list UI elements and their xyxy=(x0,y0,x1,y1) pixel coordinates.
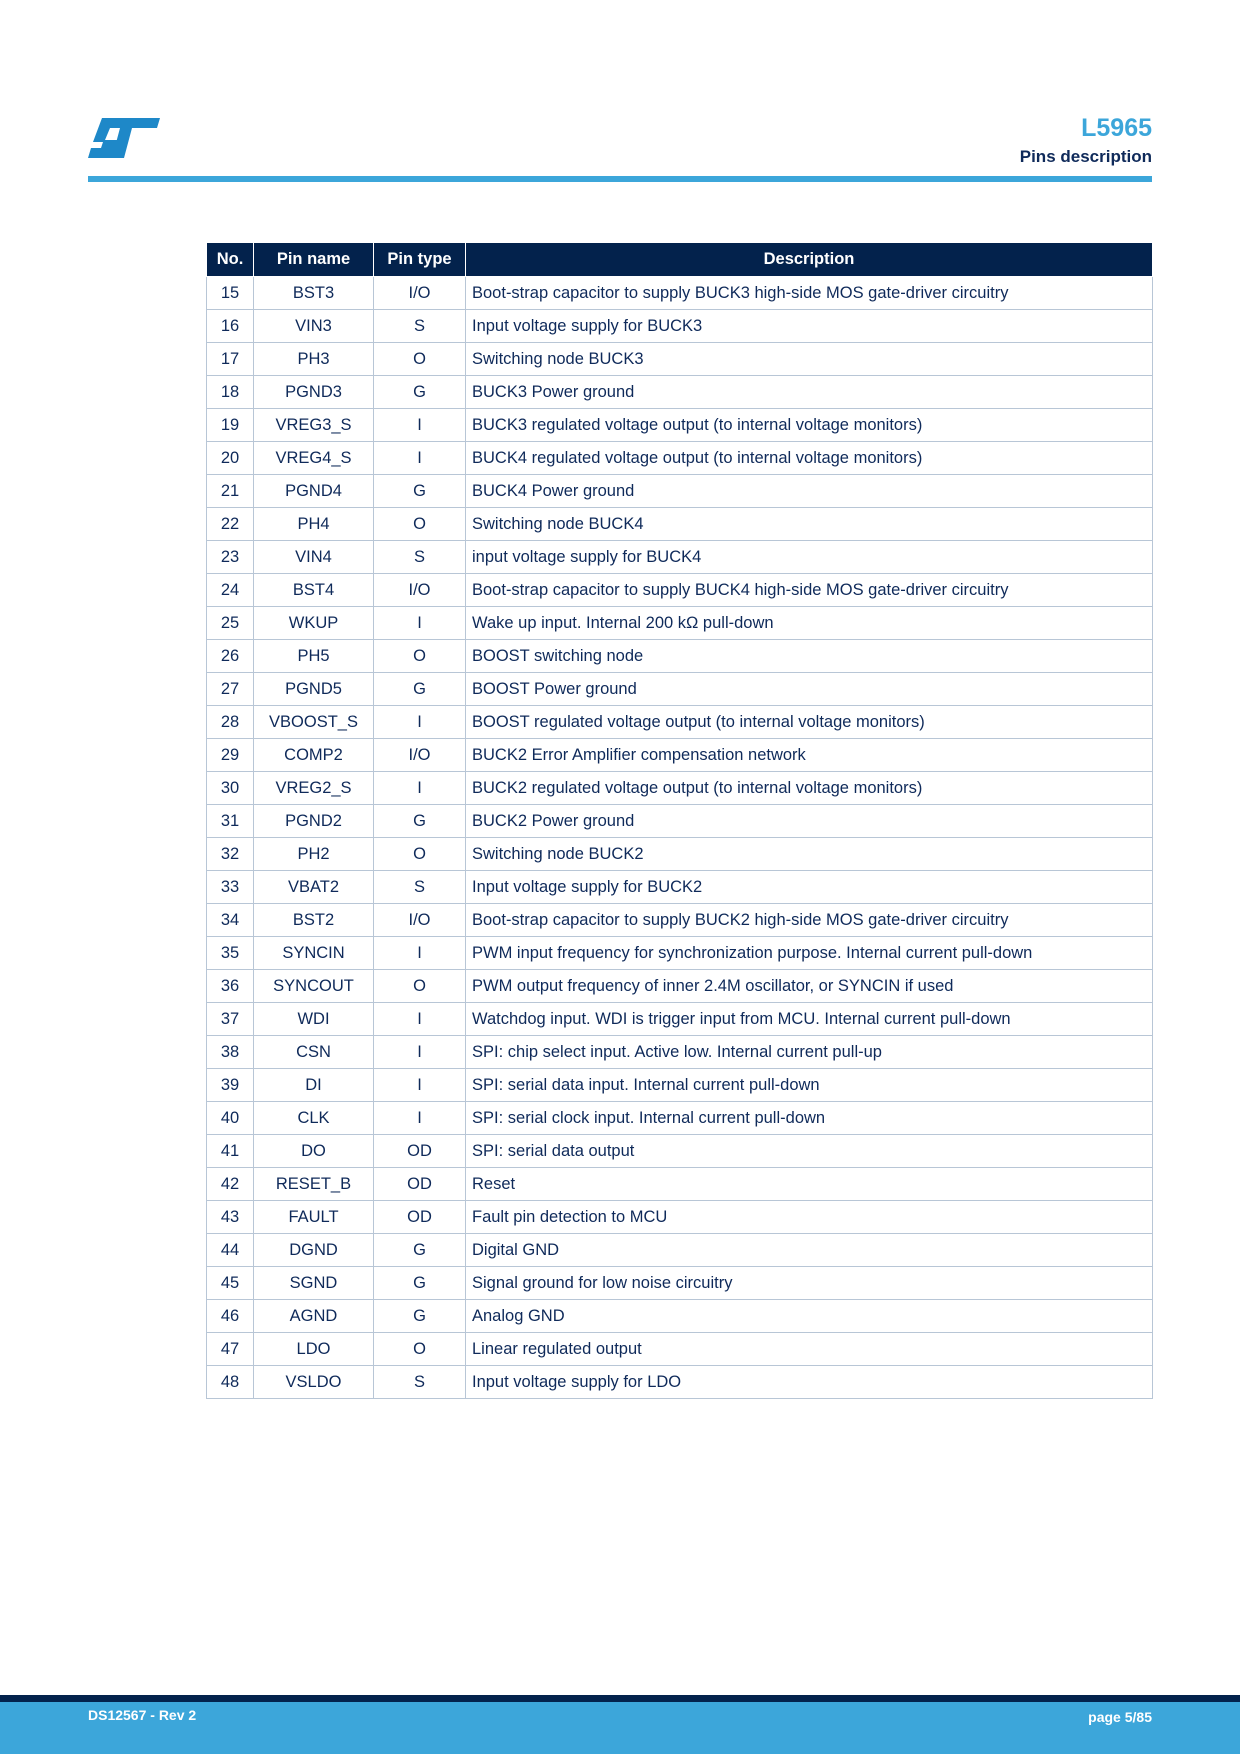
cell-pin-name: AGND xyxy=(254,1300,374,1333)
cell-description: PWM input frequency for synchronization purpose. Internal current pull-down xyxy=(466,937,1153,970)
table-row xyxy=(207,1168,1153,1201)
table-row xyxy=(207,541,1153,574)
cell-pin-name: VIN4 xyxy=(254,541,374,574)
cell-description: Watchdog input. WDI is trigger input from MCU. Internal current pull-down xyxy=(466,1003,1153,1036)
cell-description: BOOST regulated voltage output (to internal voltage monitors) xyxy=(466,706,1153,739)
cell-pin-name: SYNCOUT xyxy=(254,970,374,1003)
cell-pin-name: VREG4_S xyxy=(254,442,374,475)
cell-pin-name: VREG2_S xyxy=(254,772,374,805)
cell-pin-number: 29 xyxy=(207,739,254,772)
cell-description: Digital GND xyxy=(466,1234,1153,1267)
cell-pin-name: VIN3 xyxy=(254,310,374,343)
cell-description: Input voltage supply for BUCK3 xyxy=(466,310,1153,343)
cell-pin-number: 27 xyxy=(207,673,254,706)
table-row xyxy=(207,838,1153,871)
cell-description: SPI: serial data input. Internal current pull-down xyxy=(466,1069,1153,1102)
cell-pin-type: O xyxy=(374,508,466,541)
cell-pin-type: OD xyxy=(374,1135,466,1168)
cell-pin-type: I xyxy=(374,937,466,970)
cell-pin-number: 22 xyxy=(207,508,254,541)
cell-pin-number: 32 xyxy=(207,838,254,871)
cell-pin-type: O xyxy=(374,838,466,871)
cell-description: SPI: serial clock input. Internal current pull-down xyxy=(466,1102,1153,1135)
cell-pin-name: RESET_B xyxy=(254,1168,374,1201)
cell-pin-name: PGND5 xyxy=(254,673,374,706)
cell-pin-number: 15 xyxy=(207,277,254,310)
cell-pin-type: S xyxy=(374,541,466,574)
cell-pin-name: PGND2 xyxy=(254,805,374,838)
cell-pin-type: I xyxy=(374,772,466,805)
cell-description: Linear regulated output xyxy=(466,1333,1153,1366)
cell-description: Input voltage supply for BUCK2 xyxy=(466,871,1153,904)
cell-pin-type: I xyxy=(374,442,466,475)
table-row xyxy=(207,475,1153,508)
cell-pin-name: PGND3 xyxy=(254,376,374,409)
cell-description: SPI: serial data output xyxy=(466,1135,1153,1168)
table-row xyxy=(207,673,1153,706)
cell-pin-type: OD xyxy=(374,1168,466,1201)
cell-pin-name: VBOOST_S xyxy=(254,706,374,739)
table-row xyxy=(207,409,1153,442)
cell-description: SPI: chip select input. Active low. Internal current pull-up xyxy=(466,1036,1153,1069)
st-logo xyxy=(88,118,160,158)
cell-pin-number: 37 xyxy=(207,1003,254,1036)
cell-pin-number: 19 xyxy=(207,409,254,442)
cell-pin-number: 47 xyxy=(207,1333,254,1366)
table-row xyxy=(207,1234,1153,1267)
cell-pin-type: I xyxy=(374,409,466,442)
table-row xyxy=(207,376,1153,409)
table-row xyxy=(207,1069,1153,1102)
table-row xyxy=(207,1102,1153,1135)
cell-pin-number: 31 xyxy=(207,805,254,838)
cell-pin-type: G xyxy=(374,1267,466,1300)
cell-pin-number: 23 xyxy=(207,541,254,574)
cell-pin-number: 18 xyxy=(207,376,254,409)
cell-pin-name: PH4 xyxy=(254,508,374,541)
cell-pin-name: BST4 xyxy=(254,574,374,607)
cell-description: BOOST Power ground xyxy=(466,673,1153,706)
cell-description: Switching node BUCK4 xyxy=(466,508,1153,541)
section-subtitle: Pins description xyxy=(1019,147,1152,166)
cell-description: BUCK3 regulated voltage output (to internal voltage monitors) xyxy=(466,409,1153,442)
cell-pin-name: DGND xyxy=(254,1234,374,1267)
table-row xyxy=(207,640,1153,673)
cell-pin-type: I xyxy=(374,706,466,739)
cell-pin-type: G xyxy=(374,805,466,838)
cell-pin-number: 17 xyxy=(207,343,254,376)
cell-pin-number: 28 xyxy=(207,706,254,739)
cell-pin-name: BST3 xyxy=(254,277,374,310)
cell-pin-number: 38 xyxy=(207,1036,254,1069)
cell-pin-number: 46 xyxy=(207,1300,254,1333)
cell-description: Boot-strap capacitor to supply BUCK4 high-side MOS gate-driver circuitry xyxy=(466,574,1153,607)
cell-pin-type: O xyxy=(374,640,466,673)
footer-rule xyxy=(0,1695,1240,1702)
cell-description: Reset xyxy=(466,1168,1153,1201)
cell-pin-type: G xyxy=(374,1300,466,1333)
cell-pin-number: 24 xyxy=(207,574,254,607)
cell-pin-name: DO xyxy=(254,1135,374,1168)
cell-pin-name: SYNCIN xyxy=(254,937,374,970)
cell-description: Boot-strap capacitor to supply BUCK2 high-side MOS gate-driver circuitry xyxy=(466,904,1153,937)
cell-pin-type: G xyxy=(374,1234,466,1267)
cell-description: Input voltage supply for LDO xyxy=(466,1366,1153,1399)
footer-page-number: page 5/85 xyxy=(1088,1709,1152,1725)
table-header-row xyxy=(207,243,1153,277)
cell-pin-name: VREG3_S xyxy=(254,409,374,442)
cell-pin-name: VSLDO xyxy=(254,1366,374,1399)
cell-pin-type: G xyxy=(374,673,466,706)
cell-pin-number: 26 xyxy=(207,640,254,673)
table-body xyxy=(207,277,1153,1399)
table-row xyxy=(207,508,1153,541)
cell-pin-number: 41 xyxy=(207,1135,254,1168)
table-row xyxy=(207,1003,1153,1036)
cell-description: Switching node BUCK3 xyxy=(466,343,1153,376)
column-header-description: Description xyxy=(466,243,1153,277)
cell-pin-name: PGND4 xyxy=(254,475,374,508)
cell-pin-number: 48 xyxy=(207,1366,254,1399)
cell-pin-name: VBAT2 xyxy=(254,871,374,904)
cell-pin-number: 33 xyxy=(207,871,254,904)
cell-pin-number: 16 xyxy=(207,310,254,343)
cell-description: Signal ground for low noise circuitry xyxy=(466,1267,1153,1300)
cell-pin-number: 43 xyxy=(207,1201,254,1234)
cell-pin-name: LDO xyxy=(254,1333,374,1366)
cell-pin-type: I/O xyxy=(374,904,466,937)
cell-pin-number: 44 xyxy=(207,1234,254,1267)
cell-pin-name: SGND xyxy=(254,1267,374,1300)
cell-pin-number: 34 xyxy=(207,904,254,937)
cell-pin-number: 39 xyxy=(207,1069,254,1102)
cell-description: BUCK4 regulated voltage output (to internal voltage monitors) xyxy=(466,442,1153,475)
table-row xyxy=(207,1201,1153,1234)
cell-pin-type: OD xyxy=(374,1201,466,1234)
table-row xyxy=(207,1333,1153,1366)
cell-pin-name: CLK xyxy=(254,1102,374,1135)
table-row xyxy=(207,904,1153,937)
cell-pin-name: FAULT xyxy=(254,1201,374,1234)
cell-description: Boot-strap capacitor to supply BUCK3 high-side MOS gate-driver circuitry xyxy=(466,277,1153,310)
table-row xyxy=(207,277,1153,310)
cell-description: BUCK2 Error Amplifier compensation network xyxy=(466,739,1153,772)
cell-pin-type: I xyxy=(374,1069,466,1102)
table-row xyxy=(207,1267,1153,1300)
cell-description: BUCK4 Power ground xyxy=(466,475,1153,508)
cell-pin-number: 42 xyxy=(207,1168,254,1201)
cell-pin-number: 20 xyxy=(207,442,254,475)
cell-pin-name: WDI xyxy=(254,1003,374,1036)
cell-description: PWM output frequency of inner 2.4M oscillator, or SYNCIN if used xyxy=(466,970,1153,1003)
table-row xyxy=(207,442,1153,475)
cell-pin-type: S xyxy=(374,871,466,904)
header-rule xyxy=(88,176,1152,182)
cell-pin-number: 21 xyxy=(207,475,254,508)
table-row xyxy=(207,574,1153,607)
table-row xyxy=(207,1135,1153,1168)
cell-pin-type: S xyxy=(374,1366,466,1399)
cell-description: BUCK3 Power ground xyxy=(466,376,1153,409)
table-row xyxy=(207,607,1153,640)
table-row xyxy=(207,871,1153,904)
cell-pin-type: I xyxy=(374,607,466,640)
cell-pin-type: I xyxy=(374,1003,466,1036)
table-row xyxy=(207,1300,1153,1333)
cell-description: Analog GND xyxy=(466,1300,1153,1333)
cell-description: BUCK2 regulated voltage output (to internal voltage monitors) xyxy=(466,772,1153,805)
cell-pin-number: 45 xyxy=(207,1267,254,1300)
cell-pin-name: DI xyxy=(254,1069,374,1102)
cell-pin-type: O xyxy=(374,970,466,1003)
cell-pin-type: S xyxy=(374,310,466,343)
cell-description: BOOST switching node xyxy=(466,640,1153,673)
cell-pin-name: BST2 xyxy=(254,904,374,937)
cell-pin-number: 40 xyxy=(207,1102,254,1135)
cell-pin-number: 25 xyxy=(207,607,254,640)
cell-pin-name: PH3 xyxy=(254,343,374,376)
table-row xyxy=(207,310,1153,343)
cell-pin-type: I xyxy=(374,1036,466,1069)
cell-description: Switching node BUCK2 xyxy=(466,838,1153,871)
cell-pin-type: O xyxy=(374,1333,466,1366)
table-row xyxy=(207,937,1153,970)
cell-pin-name: CSN xyxy=(254,1036,374,1069)
cell-description: input voltage supply for BUCK4 xyxy=(466,541,1153,574)
cell-pin-name: COMP2 xyxy=(254,739,374,772)
cell-pin-name: PH5 xyxy=(254,640,374,673)
table-row xyxy=(207,1036,1153,1069)
table-row xyxy=(207,805,1153,838)
cell-pin-name: WKUP xyxy=(254,607,374,640)
table-row xyxy=(207,706,1153,739)
cell-pin-type: G xyxy=(374,475,466,508)
cell-description: Wake up input. Internal 200 kΩ pull-down xyxy=(466,607,1153,640)
cell-pin-number: 35 xyxy=(207,937,254,970)
column-header-pin-name: Pin name xyxy=(254,243,374,277)
cell-description: BUCK2 Power ground xyxy=(466,805,1153,838)
document-title: L5965 xyxy=(1081,114,1152,142)
table-row xyxy=(207,1366,1153,1399)
cell-pin-type: I/O xyxy=(374,739,466,772)
cell-pin-name: PH2 xyxy=(254,838,374,871)
cell-description: Fault pin detection to MCU xyxy=(466,1201,1153,1234)
cell-pin-number: 36 xyxy=(207,970,254,1003)
cell-pin-type: O xyxy=(374,343,466,376)
cell-pin-type: G xyxy=(374,376,466,409)
cell-pin-type: I/O xyxy=(374,574,466,607)
table-row xyxy=(207,970,1153,1003)
cell-pin-number: 30 xyxy=(207,772,254,805)
table-row xyxy=(207,343,1153,376)
cell-pin-type: I xyxy=(374,1102,466,1135)
cell-pin-type: I/O xyxy=(374,277,466,310)
column-header-pin-type: Pin type xyxy=(374,243,466,277)
footer-doc-id: DS12567 - Rev 2 xyxy=(88,1707,197,1723)
column-header-no: No. xyxy=(207,243,254,277)
table-row xyxy=(207,739,1153,772)
pins-table xyxy=(206,242,1153,1399)
table-row xyxy=(207,772,1153,805)
